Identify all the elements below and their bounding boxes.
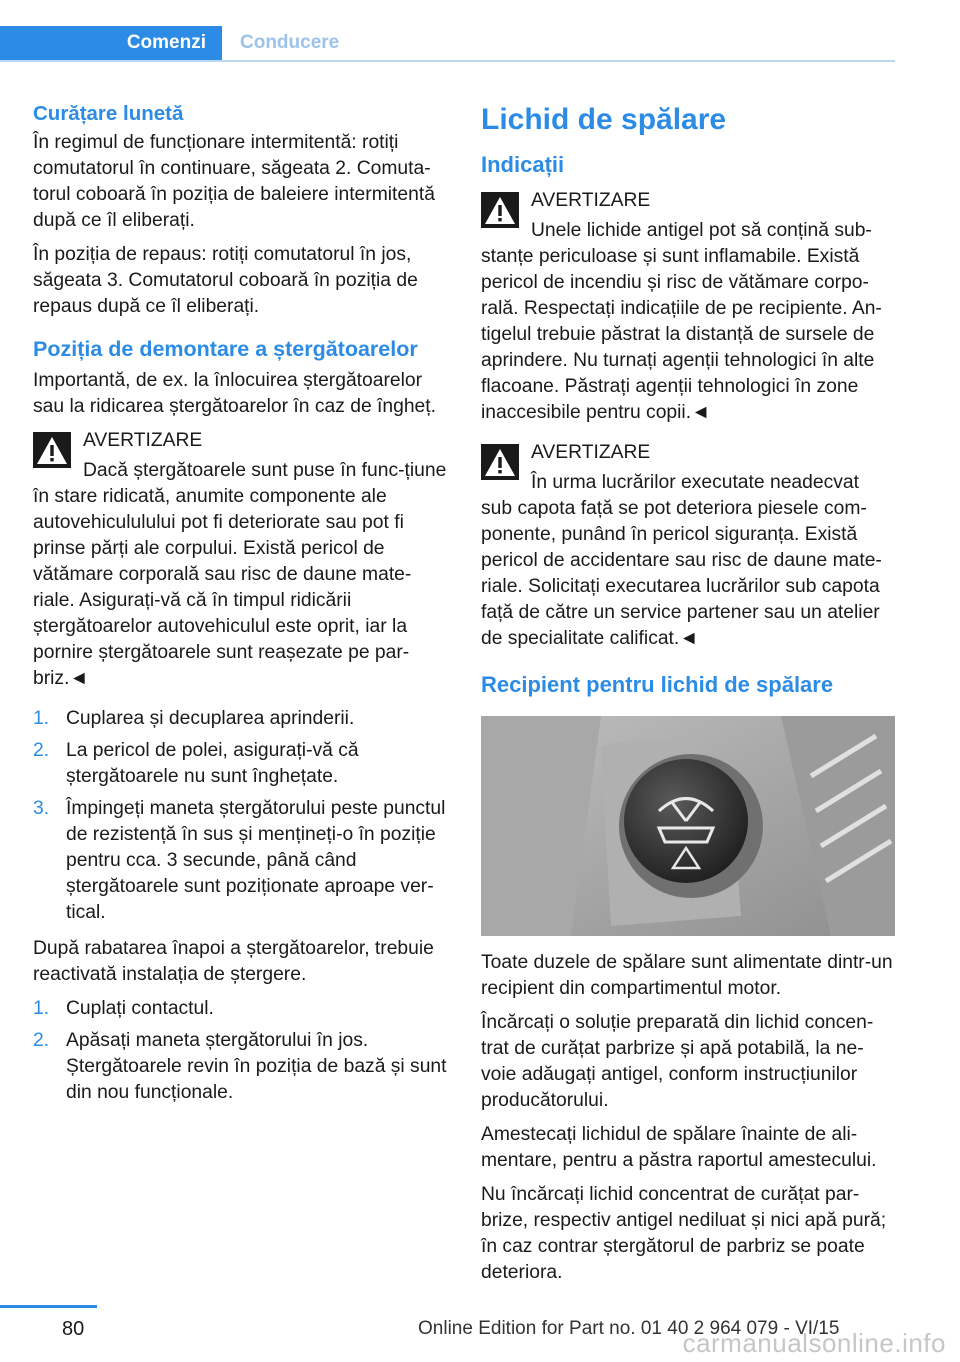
section-heading-reservoir: Recipient pentru lichid de spălare bbox=[481, 672, 834, 697]
paragraph: Toate duzele de spălare sunt alimentate dintr-un recipient din compartimentul motor. bbox=[481, 952, 893, 999]
page-number: 80 bbox=[62, 1318, 85, 1340]
tab-conducere[interactable]: Conducere bbox=[240, 32, 340, 53]
warning-block bbox=[481, 188, 895, 426]
paragraph: Nu încărcați lichid concentrat de curățat par‐brize, respectiv antigel nediluat și nici apă pură; în caz contrar ștergătorul de parbriz se poate deteriora. bbox=[481, 1184, 887, 1283]
list-item bbox=[33, 796, 449, 926]
footer-rule bbox=[0, 1305, 97, 1308]
list-text: La pericol de polei, asigurați-vă că ștergătoarele nu sunt înghețate. bbox=[66, 740, 359, 787]
steps-list bbox=[33, 706, 449, 926]
tab-comenzi[interactable]: Comenzi bbox=[0, 26, 222, 60]
list-text: Împingeți maneta ștergătorului peste punctul de rezistență în sus și mențineți-o în poziție pentru cca. 3 secunde, până când ștergătoarele sunt poziționate aproape ver‐tical. bbox=[66, 798, 446, 923]
paragraph: Încărcați o soluție preparată din lichid concen‐trat de curățat parbrize și apă potabilă, la ne‐voie adăugați antigel, conform instrucțiunilor producătorului. bbox=[481, 1012, 874, 1111]
list-text: Cuplarea și decuplarea aprinderii. bbox=[66, 708, 355, 729]
list-item bbox=[33, 1028, 449, 1106]
list-number: 1. bbox=[33, 708, 50, 729]
edition-info: Online Edition for Part no. 01 40 2 964 079 - VI/15 bbox=[418, 1318, 840, 1339]
list-item bbox=[33, 706, 449, 732]
section-heading-wiper-position: Poziția de demontare a ștergătoarelor bbox=[33, 337, 418, 361]
washer-reservoir-photo bbox=[481, 716, 895, 936]
right-column bbox=[481, 100, 895, 1294]
warning-triangle-icon bbox=[481, 192, 519, 228]
list-number: 3. bbox=[33, 798, 50, 819]
warning-block bbox=[481, 440, 895, 652]
paragraph: În poziția de repaus: rotiți comutatorul în jos, săgeata 3. Comutatorul coboară în poziția de repaus după ce îl eliberați. bbox=[33, 244, 418, 317]
steps-list bbox=[33, 996, 449, 1106]
warning-text: Unele lichide antigel pot să conțină sub‐stanțe periculoase și sunt inflamabile. Există pericol de incendiu și risc de vătămare corpo‐rală. Respectați indicațiile de pe recipiente. An‐tigelul trebuie păstrat la distanță de sursele de aprindere. Nu turnați agenții tehnologici în alte flacoane. Păstrați agenții tehnologici în zone inaccesibile pentru copii.◄ bbox=[481, 220, 882, 423]
list-text: Apăsați maneta ștergătorului în jos. Ștergătoarele revin în poziția de bază și sunt din nou funcționale. bbox=[66, 1030, 447, 1103]
warning-title: AVERTIZARE bbox=[531, 190, 651, 211]
list-text: Cuplați contactul. bbox=[66, 998, 214, 1019]
list-item bbox=[33, 996, 449, 1022]
watermark: carmanualsonline.info bbox=[682, 1328, 946, 1358]
list-number: 2. bbox=[33, 740, 50, 761]
warning-block bbox=[33, 428, 449, 692]
paragraph: Importantă, de ex. la înlocuirea ștergătoarelor sau la ridicarea ștergătoarelor în caz de îngheț. bbox=[33, 370, 436, 417]
list-number: 1. bbox=[33, 998, 50, 1019]
warning-title: AVERTIZARE bbox=[83, 430, 203, 451]
chapter-tabbar bbox=[0, 26, 895, 62]
left-column bbox=[33, 100, 449, 1116]
warning-triangle-icon bbox=[481, 444, 519, 480]
tab-divider bbox=[0, 60, 895, 62]
list-number: 2. bbox=[33, 1030, 50, 1051]
warning-text: În urma lucrărilor executate neadecvat sub capota față se pot deteriora piesele com‐ponente, punând în pericol siguranța. Există pericol de accidentare sau risc de daune mate‐riale. Solicitați executarea lucrărilor sub capota față de către un service partener sau un atelier de specialitate calificat.◄ bbox=[481, 472, 882, 649]
page-title: Lichid de spălare bbox=[481, 103, 727, 136]
list-item bbox=[33, 738, 449, 790]
paragraph: După rabatarea înapoi a ștergătoarelor, trebuie reactivată instalația de ștergere. bbox=[33, 938, 434, 985]
paragraph: Amestecați lichidul de spălare înainte de ali‐mentare, pentru a păstra raportul amestecului. bbox=[481, 1124, 877, 1171]
warning-text: Dacă ștergătoarele sunt puse în func‐țiune în stare ridicată, anumite componente ale autovehicululului pot fi deteriorate sau pot fi prinse părți ale corpului. Există pericol de vătămare corporală sau risc de daune mate‐riale. Asigurați-vă că în timpul ridicării ștergătoarelor autovehiculul este oprit, iar la pornire ștergătoarele sunt reașezate pe par‐briz.◄ bbox=[33, 460, 447, 689]
paragraph: În regimul de funcționare intermitentă: rotiți comutatorul în continuare, săgeata 2. Comuta‐torul coboară în poziția de baleiere intermitentă după ce îl eliberați. bbox=[33, 132, 435, 231]
warning-triangle-icon bbox=[33, 432, 71, 468]
warning-title: AVERTIZARE bbox=[531, 442, 651, 463]
section-heading-rear-window: Curățare lunetă bbox=[33, 102, 184, 125]
section-heading-notes: Indicații bbox=[481, 152, 565, 177]
